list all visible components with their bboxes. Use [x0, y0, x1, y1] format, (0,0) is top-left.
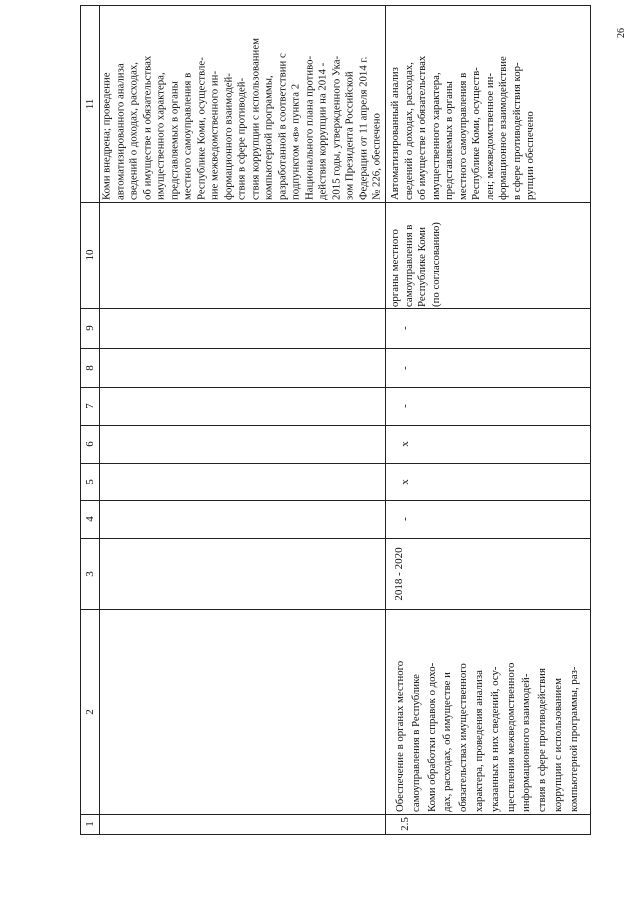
value-cell-4: - — [399, 517, 411, 521]
header-cell-11: 11 — [83, 98, 96, 109]
activity-description-cell: Обеспечение в органах местного самоуправления в Республике Коми обработки справок о дохо- дах, расходах, об имуществе и обязательствах имущественного характера, проведения анализа указанных в них сведений, осу- ществления межведомственного информационного взаимодей- ствия в сфере противодействия коррупции с использованием компьютерной программы, раз- — [393, 660, 580, 812]
row-number-cell: 2.5 — [399, 817, 411, 831]
header-cell-1: 1 — [83, 821, 96, 827]
header-cell-8: 8 — [83, 364, 96, 371]
value-cell-9: - — [399, 326, 411, 330]
continuation-result-cell: Коми внедрена; проведение автоматизированного анализа сведений о доходах, расходах, об имуществе и обязательствах имущественного характера, представляемых в органы местного самоуправления в Республике Коми, осуществле- ние межведомственного ин- формационного взаимодей- ствия в сфере противодей- ствия коррупции с использованием компьютерной программы, разработанной в соответствии с подпунктом «в» пункта 2 Национального плана противо- действия коррупции на 2014 - 2015 годы, утвержденного Ука- зом Президента Российской Федерации от 11 апреля 2014 г. № 226, обеспечено — [100, 37, 383, 200]
table-border — [590, 5, 591, 835]
header-cell-4: 4 — [83, 516, 96, 522]
value-cell-8: - — [399, 365, 411, 370]
value-cell-7: - — [399, 404, 411, 408]
table-border — [80, 834, 590, 835]
value-cell-5: х — [399, 478, 411, 485]
result-cell: Автоматизированный анализ сведений о доходах, расходах, об имуществе и обязательствах имущественного характера, представляемых в органы местного самоуправления в Республике Коми, осуществ- лен; межведомственное ин- формационное взаимодействие в сфере противодействия кор- рупции обеспечено — [388, 55, 536, 200]
period-cell: 2018 - 2020 — [393, 546, 405, 601]
executor-cell: органы местного самоуправления в Республике Коми (по согласованию) — [389, 222, 442, 307]
header-cell-5: 5 — [83, 478, 96, 485]
page-number: 26 — [616, 28, 627, 38]
header-cell-9: 9 — [83, 325, 96, 331]
value-cell-6: х — [399, 441, 411, 447]
header-cell-7: 7 — [83, 403, 96, 409]
header-cell-6: 6 — [83, 441, 96, 447]
header-cell-2: 2 — [83, 708, 96, 715]
header-cell-10: 10 — [83, 249, 96, 261]
header-cell-3: 3 — [83, 570, 96, 577]
